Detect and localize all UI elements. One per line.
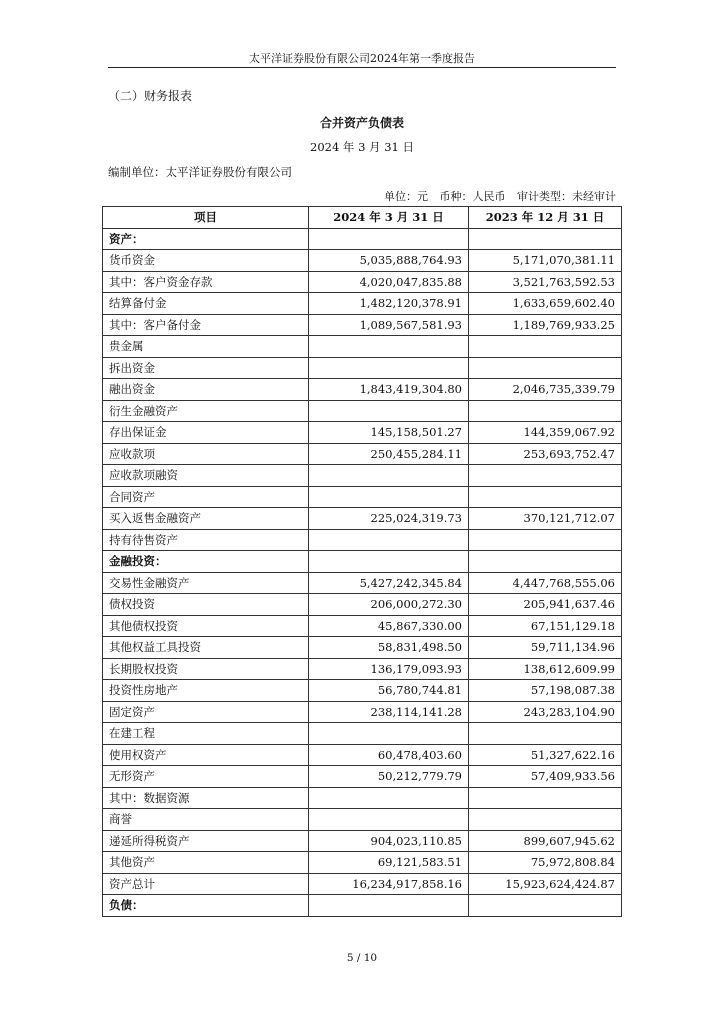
value-2024: 250,455,284.11	[309, 443, 469, 465]
currency-label: 币种：人民币	[439, 190, 506, 203]
report-date: 2024 年 3 月 31 日	[310, 140, 414, 154]
row-label: 存出保证金	[103, 422, 309, 444]
row-label: 其他债权投资	[103, 615, 309, 637]
row-label: 衍生金融资产	[103, 400, 309, 422]
value-2024	[309, 486, 469, 508]
table-row	[103, 572, 622, 594]
value-2023: 67,151,129.18	[469, 615, 622, 637]
table-row	[103, 486, 622, 508]
row-label: 交易性金融资产	[103, 572, 309, 594]
table-row	[103, 271, 622, 293]
table-row	[103, 744, 622, 766]
row-label: 其他资产	[103, 852, 309, 874]
value-2024: 5,035,888,764.93	[309, 250, 469, 272]
value-2024	[309, 895, 469, 917]
row-label: 其中：数据资源	[103, 787, 309, 809]
value-2024: 69,121,583.51	[309, 852, 469, 874]
table-row	[103, 809, 622, 831]
value-2023	[469, 809, 622, 831]
row-label: 应收款项	[103, 443, 309, 465]
value-2024: 45,867,330.00	[309, 615, 469, 637]
table-row	[103, 594, 622, 616]
value-2023	[469, 228, 622, 250]
page-number: 5 / 10	[346, 952, 378, 964]
value-2024: 136,179,093.93	[309, 658, 469, 680]
value-2024: 16,234,917,858.16	[309, 873, 469, 895]
table-row	[103, 379, 622, 401]
value-2023	[469, 723, 622, 745]
table-row	[103, 723, 622, 745]
row-label: 结算备付金	[103, 293, 309, 315]
row-label: 固定资产	[103, 701, 309, 723]
value-2023: 5,171,070,381.11	[469, 250, 622, 272]
section-title: （二）财务报表	[108, 89, 193, 103]
value-2024: 60,478,403.60	[309, 744, 469, 766]
value-2024	[309, 336, 469, 358]
row-label: 其他权益工具投资	[103, 637, 309, 659]
value-2023	[469, 787, 622, 809]
row-label: 应收款项融资	[103, 465, 309, 487]
compiler: 编制单位：太平洋证券股份有限公司	[108, 165, 292, 179]
table-row	[103, 680, 622, 702]
value-2023: 138,612,609.99	[469, 658, 622, 680]
row-label: 资产总计	[103, 873, 309, 895]
value-2024	[309, 787, 469, 809]
value-2023: 370,121,712.07	[469, 508, 622, 530]
value-2023: 57,198,087.38	[469, 680, 622, 702]
row-label: 其中：客户资金存款	[103, 271, 309, 293]
table-row	[103, 637, 622, 659]
table-row	[103, 400, 622, 422]
table-row	[103, 551, 622, 573]
table-row	[103, 314, 622, 336]
value-2024	[309, 809, 469, 831]
value-2023: 1,189,769,933.25	[469, 314, 622, 336]
value-2023	[469, 400, 622, 422]
value-2024: 50,212,779.79	[309, 766, 469, 788]
value-2023: 4,447,768,555.06	[469, 572, 622, 594]
value-2023: 205,941,637.46	[469, 594, 622, 616]
row-label: 金融投资：	[103, 551, 309, 573]
value-2024	[309, 551, 469, 573]
value-2024	[309, 400, 469, 422]
table-row	[103, 357, 622, 379]
value-2024: 5,427,242,345.84	[309, 572, 469, 594]
table-header-row	[103, 207, 622, 229]
header-date-2023: 2023 年 12 月 31 日	[469, 207, 622, 229]
value-2023	[469, 895, 622, 917]
value-2024: 58,831,498.50	[309, 637, 469, 659]
report-title: 合并资产负债表	[319, 116, 404, 130]
value-2023: 1,633,659,602.40	[469, 293, 622, 315]
value-2024: 1,089,567,581.93	[309, 314, 469, 336]
value-2023	[469, 357, 622, 379]
row-label: 投资性房地产	[103, 680, 309, 702]
value-2023: 51,327,622.16	[469, 744, 622, 766]
header-rule	[108, 67, 616, 68]
table-row	[103, 443, 622, 465]
value-2023: 243,283,104.90	[469, 701, 622, 723]
row-label: 债权投资	[103, 594, 309, 616]
value-2024: 904,023,110.85	[309, 830, 469, 852]
value-2023: 57,409,933.56	[469, 766, 622, 788]
value-2024	[309, 465, 469, 487]
row-label: 贵金属	[103, 336, 309, 358]
row-label: 使用权资产	[103, 744, 309, 766]
table-row	[103, 465, 622, 487]
table-row	[103, 293, 622, 315]
value-2023: 59,711,134.96	[469, 637, 622, 659]
value-2023: 15,923,624,424.87	[469, 873, 622, 895]
value-2023: 3,521,763,592.53	[469, 271, 622, 293]
balance-sheet-table	[102, 206, 622, 917]
value-2023	[469, 551, 622, 573]
row-label: 无形资产	[103, 766, 309, 788]
header-date-2024: 2024 年 3 月 31 日	[309, 207, 469, 229]
row-label: 拆出资金	[103, 357, 309, 379]
row-label: 商誉	[103, 809, 309, 831]
value-2024: 238,114,141.28	[309, 701, 469, 723]
table-row	[103, 701, 622, 723]
value-2024: 145,158,501.27	[309, 422, 469, 444]
page-header: 太平洋证券股份有限公司2024年第一季度报告	[249, 52, 475, 65]
table-row	[103, 873, 622, 895]
table-row	[103, 766, 622, 788]
value-2023: 144,359,067.92	[469, 422, 622, 444]
table-row	[103, 422, 622, 444]
table-row	[103, 508, 622, 530]
table-row	[103, 529, 622, 551]
row-label: 融出资金	[103, 379, 309, 401]
value-2024: 4,020,047,835.88	[309, 271, 469, 293]
value-2024: 1,482,120,378.91	[309, 293, 469, 315]
value-2023	[469, 486, 622, 508]
row-label: 合同资产	[103, 486, 309, 508]
unit-line	[376, 188, 616, 204]
value-2023	[469, 529, 622, 551]
row-label: 其中：客户备付金	[103, 314, 309, 336]
audit-label: 审计类型：未经审计	[517, 190, 616, 203]
value-2024: 225,024,319.73	[309, 508, 469, 530]
row-label: 持有待售资产	[103, 529, 309, 551]
value-2023	[469, 336, 622, 358]
unit-label: 单位：元	[384, 190, 428, 203]
table-row	[103, 658, 622, 680]
value-2024	[309, 357, 469, 379]
value-2023: 75,972,808.84	[469, 852, 622, 874]
value-2024	[309, 529, 469, 551]
table-row	[103, 830, 622, 852]
value-2023: 899,607,945.62	[469, 830, 622, 852]
value-2023: 253,693,752.47	[469, 443, 622, 465]
table-row	[103, 615, 622, 637]
row-label: 负债：	[103, 895, 309, 917]
value-2023: 2,046,735,339.79	[469, 379, 622, 401]
table-row	[103, 250, 622, 272]
table-row	[103, 852, 622, 874]
row-label: 递延所得税资产	[103, 830, 309, 852]
value-2024	[309, 723, 469, 745]
table-row	[103, 336, 622, 358]
row-label: 在建工程	[103, 723, 309, 745]
table-row	[103, 228, 622, 250]
value-2024	[309, 228, 469, 250]
table-row	[103, 787, 622, 809]
header-item: 项目	[103, 207, 309, 229]
value-2024: 206,000,272.30	[309, 594, 469, 616]
value-2024: 1,843,419,304.80	[309, 379, 469, 401]
row-label: 买入返售金融资产	[103, 508, 309, 530]
row-label: 资产：	[103, 228, 309, 250]
value-2023	[469, 465, 622, 487]
table-row	[103, 895, 622, 917]
row-label: 货币资金	[103, 250, 309, 272]
row-label: 长期股权投资	[103, 658, 309, 680]
value-2024: 56,780,744.81	[309, 680, 469, 702]
